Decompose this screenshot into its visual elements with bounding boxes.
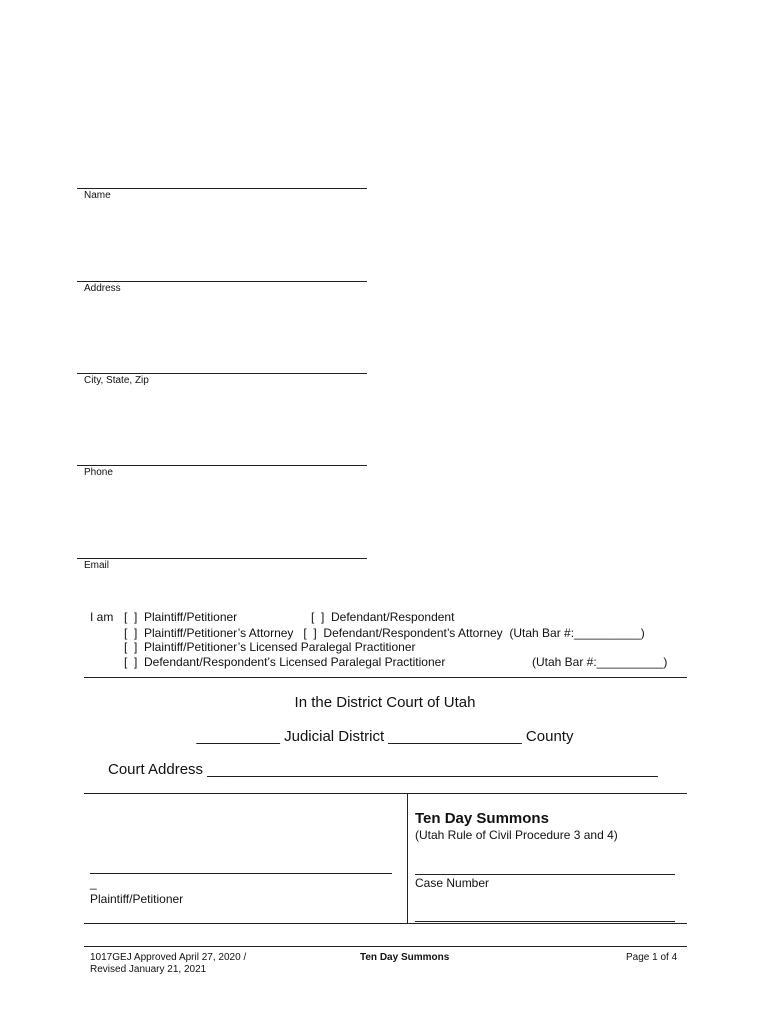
email-label: Email <box>84 560 110 571</box>
judicial-district-county-line[interactable]: __________ Judicial District ________________ County <box>196 728 574 745</box>
role-attorney-checkbox[interactable]: [ ] Plaintiff/Petitioner’s Attorney [ ] Defendant/Respondent’s Attorney (Utah Bar #:__________) <box>124 626 645 640</box>
caption-vertical-rule <box>407 793 408 923</box>
role-plaintiff-paralegal-checkbox[interactable]: [ ] Plaintiff/Petitioner’s Licensed Paralegal Practitioner <box>124 640 416 654</box>
city-state-zip-field-line[interactable] <box>77 373 367 374</box>
court-title: In the District Court of Utah <box>294 694 476 711</box>
role-plaintiff-checkbox[interactable]: [ ] Plaintiff/Petitioner <box>124 610 238 624</box>
document-title: Ten Day Summons <box>415 810 549 827</box>
court-address-line[interactable]: Court Address ______________________________________________________ <box>108 761 658 778</box>
caption-bottom-rule <box>84 923 687 924</box>
party-label: Plaintiff/Petitioner <box>90 892 184 906</box>
judge-line[interactable] <box>415 921 675 922</box>
city-state-zip-label: City, State, Zip <box>84 375 149 386</box>
address-field-line[interactable] <box>77 281 367 282</box>
footer-rule <box>84 946 687 947</box>
role-defendant-paralegal-checkbox[interactable]: [ ] Defendant/Respondent’s Licensed Paralegal Practitioner <box>124 655 446 669</box>
email-field-line[interactable] <box>77 558 367 559</box>
phone-field-line[interactable] <box>77 465 367 466</box>
phone-label: Phone <box>84 467 113 478</box>
i-am-label: I am <box>90 610 114 624</box>
document-subtitle: (Utah Rule of Civil Procedure 3 and 4) <box>415 828 618 842</box>
case-number-line[interactable] <box>415 874 675 875</box>
footer-page-number: Page 1 of 4 <box>626 952 678 963</box>
name-field-line[interactable] <box>77 188 367 189</box>
party-underscore: _ <box>90 876 97 890</box>
case-number-label: Case Number <box>415 876 490 890</box>
footer-title: Ten Day Summons <box>360 952 450 963</box>
footer-form-number: 1017GEJ Approved April 27, 2020 / <box>90 952 247 963</box>
footer-revised-date: Revised January 21, 2021 <box>90 964 207 975</box>
utah-bar-number-field[interactable]: (Utah Bar #:__________) <box>532 655 668 669</box>
party-name-line[interactable] <box>90 873 392 874</box>
caption-top-rule <box>84 793 687 794</box>
name-label: Name <box>84 190 111 201</box>
role-defendant-checkbox[interactable]: [ ] Defendant/Respondent <box>311 610 455 624</box>
address-label: Address <box>84 283 121 294</box>
section-divider <box>84 677 687 678</box>
